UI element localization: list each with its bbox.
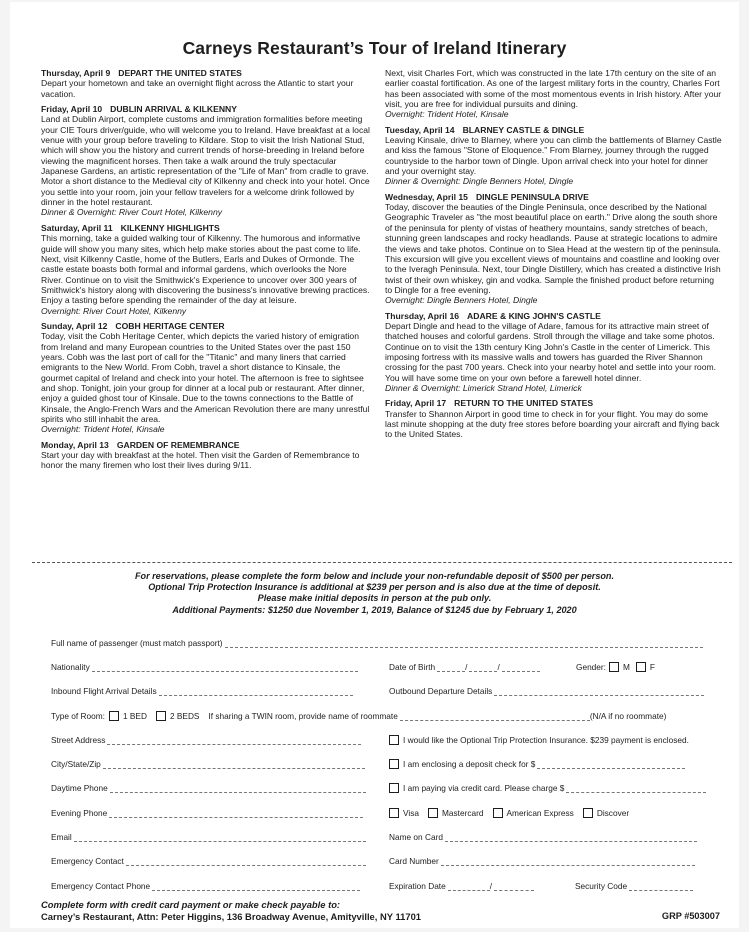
notice-line: Additional Payments: $1250 due November 1, 2019, Balance of $1245 due by February 1, 2020 <box>172 604 577 615</box>
form-row-street <box>41 735 721 749</box>
group-number: GRP #503007 <box>661 911 720 921</box>
security-code-label: Security Code <box>575 881 628 891</box>
security-code-input[interactable] <box>629 881 693 891</box>
mastercard-label: Mastercard <box>442 808 484 818</box>
gender-f-label: F <box>649 662 655 672</box>
visa-checkbox[interactable] <box>389 808 399 818</box>
emergency-phone-label: Emergency Contact Phone <box>51 881 151 891</box>
deposit-amount-input[interactable] <box>537 759 685 769</box>
day-date: Saturday, April 11 <box>41 222 113 233</box>
day-title: DINGLE PENINSULA DRIVE <box>475 191 589 202</box>
day-description: Today, discover the beauties of the Dingle Peninsula, once described by the National Geographic Traveler as "the most beautiful place on earth." Drive along the south shore of the peninsula for plenty of vistas of heathery mountains, sandy stretches of beach, stunning green landscapes and rocky headlands. Pause at strategic locations to admire the views and take photos. Continue on to Slea Head at the western tip of the peninsula. This excursion will give you excellent views of mountains and coastline and looking over to the Iveragh Peninsula. Next, tour Dingle Distillery, which has created a distinctive Irish twist of their own whiskey, gin and vodka. Sample the finished product before returning to Dingle for a free evening. <box>385 202 721 295</box>
notice-line: For reservations, please complete the form below and include your non-refundable deposit of $500 per person. <box>134 571 615 581</box>
day-date: Sunday, April 12 <box>41 320 108 331</box>
expiration-year-input[interactable] <box>494 881 534 891</box>
credit-card-label: I am paying via credit card. Please charge $ <box>403 783 565 793</box>
payment-instructions-line: Complete form with credit card payment or make check payable to: <box>41 899 341 910</box>
email-label: Email <box>51 832 72 842</box>
roommate-input[interactable] <box>400 711 590 721</box>
day-phone-input[interactable] <box>110 783 366 793</box>
day-accommodation: Overnight: Trident Hotel, Kinsale <box>41 424 165 435</box>
dob-day-input[interactable] <box>469 662 500 672</box>
na-note: (N/A if no roommate) <box>589 711 667 721</box>
day-accommodation: Dinner & Overnight: Dingle Benners Hotel, Dingle <box>385 176 574 187</box>
notice-line: Please make initial deposits in person at the pub only. <box>257 593 492 604</box>
discover-checkbox[interactable] <box>583 808 593 818</box>
day-description: Land at Dublin Airport, complete customs and immigration formalities before meeting your CIE Tours driver/guide, who will welcome you to Ireland. Have breakfast at a local venue with your group before traveling to Kildare. Stop to visit the Irish National Stud, which will show you the history and current trends of horse-breeding in Ireland before viewing the magnificent horses. Then take a walk around the truly spectacular Japanese Gardens, an artistic representation of the "Life of Man" from cradle to grave. Motor a short distance to the Medieval city of Kilkenny and check into your hotel. Once you settle into your room, join your fellow travelers for a welcome drink followed by dinner in the hotel restaurant. <box>41 114 370 208</box>
day-entry <box>41 104 371 218</box>
form-row-nationality <box>41 662 721 676</box>
day-entry <box>385 68 723 120</box>
room-2beds-checkbox[interactable] <box>156 711 166 721</box>
dob-separator: / <box>497 662 500 672</box>
city-input[interactable] <box>103 759 365 769</box>
outbound-flight-input[interactable] <box>494 686 704 696</box>
emergency-phone-input[interactable] <box>152 881 360 891</box>
day-phone-label: Daytime Phone <box>51 783 108 793</box>
form-row-eve-phone <box>41 808 721 822</box>
day-description: Today, visit the Cobh Heritage Center, which depicts the varied history of emigration from Ireland and many European countries to the United States over the past 150 years. Cobh was the last port of call for the "Titanic" and many liners that carried emigrants to the New World. From Cobh, travel a short distance to Kinsale, the gourmet capital of Ireland and check into your hotel. The afternoon is free to sightsee and shop. Tonight, join your group for dinner at a local pub or restaurant. After dinner, enjoy a guided ghost tour of Kinsale. Due to the towns connections to the Battle of Kinsale, the Anglo-French Wars and the American Revolution there are many unrestful spirits who still inhabit the area. <box>41 331 370 424</box>
discover-label: Discover <box>596 808 630 818</box>
charge-amount-input[interactable] <box>566 783 706 793</box>
day-date: Monday, April 13 <box>41 439 109 450</box>
amex-label: American Express <box>506 808 574 818</box>
street-label: Street Address <box>51 735 106 745</box>
expiration-separator: / <box>489 881 493 891</box>
mailing-address: Carney’s Restaurant, Attn: Peter Higgins, 136 Broadway Avenue, Amityville, NY 11701 <box>41 911 421 922</box>
day-title: DUBLIN ARRIVAL & KILKENNY <box>110 104 237 115</box>
deposit-check-label: I am enclosing a deposit check for $ <box>403 759 536 769</box>
itinerary-page <box>10 2 739 928</box>
gender-f-checkbox[interactable] <box>636 662 646 672</box>
itinerary-right-column <box>385 68 723 445</box>
name-on-card-label: Name on Card <box>389 832 443 842</box>
credit-card-checkbox[interactable] <box>389 783 399 793</box>
day-heading <box>385 192 723 202</box>
twin-roommate-label: If sharing a TWIN room, provide name of roommate <box>208 711 398 721</box>
deposit-check-checkbox[interactable] <box>389 759 399 769</box>
expiration-month-input[interactable] <box>448 881 493 891</box>
street-input[interactable] <box>107 735 361 745</box>
day-heading <box>41 68 371 78</box>
day-heading <box>41 321 371 331</box>
day-title: BLARNEY CASTLE & DINGLE <box>462 124 585 135</box>
mastercard-checkbox[interactable] <box>428 808 438 818</box>
day-description: Leaving Kinsale, drive to Blarney, where you can climb the battlements of Blarney Castle and kiss the famous "Stone of Eloquence." From Blarney, journey through the rugged countryside to the harbor town of Dingle. Upon arrival check into your hotel for dinner and your overnight stay. <box>385 135 722 177</box>
emergency-contact-label: Emergency Contact <box>51 856 124 866</box>
card-number-input[interactable] <box>441 856 695 866</box>
day-description: Depart your hometown and take an overnight flight across the Atlantic to start your vacation. <box>41 78 354 99</box>
day-accommodation: Dinner & Overnight: Limerick Strand Hotel, Limerick <box>385 382 582 393</box>
day-title: ADARE & KING JOHN'S CASTLE <box>467 310 601 321</box>
inbound-flight-label: Inbound Flight Arrival Details <box>51 686 157 696</box>
card-number-label: Card Number <box>389 856 439 866</box>
day-date: Thursday, April 9 <box>41 68 111 78</box>
itinerary-left-column <box>41 68 371 476</box>
room-1bed-checkbox[interactable] <box>109 711 119 721</box>
email-input[interactable] <box>74 832 366 842</box>
amex-checkbox[interactable] <box>493 808 503 818</box>
insurance-checkbox[interactable] <box>389 735 399 745</box>
day-accommodation: Overnight: Trident Hotel, Kinsale <box>385 109 509 120</box>
name-on-card-input[interactable] <box>445 832 697 842</box>
reservation-notice <box>10 571 739 616</box>
form-row-city <box>41 759 721 773</box>
day-accommodation: Overnight: Dingle Benners Hotel, Dingle <box>385 295 538 306</box>
day-entry <box>41 321 371 435</box>
form-row-name <box>41 638 721 652</box>
gender-m-label: M <box>622 662 630 672</box>
outbound-flight-label: Outbound Departure Details <box>389 686 493 696</box>
day-entry <box>41 440 371 471</box>
day-heading <box>41 104 371 114</box>
day-entry <box>41 223 371 316</box>
day-entry <box>385 398 723 439</box>
day-date: Thursday, April 16 <box>385 310 460 321</box>
insurance-label: I would like the Optional Trip Protection Insurance. $239 payment is enclosed. <box>403 735 689 745</box>
form-row-emergency-phone <box>41 881 721 895</box>
full-name-label: Full name of passenger (must match passport) <box>51 638 223 648</box>
expiration-label: Expiration Date <box>389 881 446 891</box>
payment-instructions <box>41 899 421 923</box>
day-description: Transfer to Shannon Airport in good time to check in for your flight. You may do some last minute shopping at the duty free stores before boarding your aircraft and flying back to the United States. <box>385 408 720 440</box>
evening-phone-input[interactable] <box>109 808 363 818</box>
emergency-contact-input[interactable] <box>126 856 366 866</box>
room-2beds-label: 2 BEDS <box>169 711 200 721</box>
notice-line: Optional Trip Protection Insurance is additional at $239 per person and is also due at the time of deposit. <box>148 582 601 593</box>
day-description: Next, visit Charles Fort, which was constructed in the late 17th century on the site of an earlier coastal fortification. As one of the largest military forts in the country, Charles Fort has been associated with some of the most momentous events in Irish history. After your visit, you are free for individual pursuits and dining. <box>385 68 722 110</box>
inbound-flight-input[interactable] <box>159 686 353 696</box>
day-entry <box>385 125 723 187</box>
gender-m-checkbox[interactable] <box>609 662 619 672</box>
dob-separator: / <box>465 662 468 672</box>
day-entry <box>41 68 371 99</box>
day-entry <box>385 192 723 306</box>
day-accommodation: Dinner & Overnight: River Court Hotel, Kilkenny <box>41 207 223 218</box>
form-row-email <box>41 832 721 846</box>
nationality-label: Nationality <box>51 662 90 672</box>
day-date: Wednesday, April 15 <box>385 191 468 202</box>
day-heading <box>385 398 723 408</box>
day-date: Friday, April 17 <box>385 398 447 409</box>
full-name-input[interactable] <box>225 638 703 648</box>
form-row-emergency <box>41 856 721 870</box>
day-heading <box>41 223 371 233</box>
city-label: City/State/Zip <box>51 759 101 769</box>
day-title: COBH HERITAGE CENTER <box>115 320 225 331</box>
form-row-day-phone <box>41 783 721 797</box>
day-date: Tuesday, April 14 <box>385 124 455 135</box>
day-title: GARDEN OF REMEMBRANCE <box>116 439 240 450</box>
day-entry <box>385 311 723 394</box>
room-1bed-label: 1 BED <box>122 711 147 721</box>
day-heading <box>385 311 723 321</box>
cut-line-divider <box>32 562 732 563</box>
page-title: Carneys Restaurant’s Tour of Ireland Itinerary <box>182 38 567 58</box>
form-row-flights <box>41 686 721 700</box>
dob-year-input[interactable] <box>502 662 540 672</box>
evening-phone-label: Evening Phone <box>51 808 108 818</box>
dob-label: Date of Birth <box>389 662 436 672</box>
day-heading <box>385 125 723 135</box>
day-title: DEPART THE UNITED STATES <box>118 68 242 78</box>
day-description: Start your day with breakfast at the hotel. Then visit the Garden of Remembrance to honor the many firemen who lost their lives during 9/11. <box>41 450 360 471</box>
day-accommodation: Overnight: River Court Hotel, Kilkenny <box>41 305 187 316</box>
day-date: Friday, April 10 <box>41 104 103 115</box>
day-title: RETURN TO THE UNITED STATES <box>454 398 594 409</box>
gender-label: Gender: <box>576 662 606 672</box>
form-row-room <box>41 711 721 725</box>
nationality-input[interactable] <box>92 662 358 672</box>
day-description: Depart Dingle and head to the village of Adare, famous for its attractive main street of thatched houses and colorful gardens. Stroll through the village and take some photos. Continue on to visit the 13th century King John's Castle in the center of Limerick. This imposing fortress with its massive walls and towers has guarded the River Shannon crossing for the past 700 years. Check into your nearby hotel and settle into your room. You will have some time on your own before a farewell hotel dinner. <box>385 320 717 383</box>
day-heading <box>41 440 371 450</box>
day-title: KILKENNY HIGHLIGHTS <box>120 222 220 233</box>
room-type-label: Type of Room: <box>51 711 105 721</box>
dob-month-input[interactable] <box>437 662 468 672</box>
visa-label: Visa <box>403 808 419 818</box>
day-description: This morning, take a guided walking tour of Kilkenny. The humorous and informative guide will show you many sites, which help make stories about the past come to life. Next, visit Kilkenny Castle, home of the Butlers, Earls and Dukes of Ormonde. The castle estate boasts both formal and informal gardens, which overlooks the Nore River. Continue on to visit the Smithwick's Experience to uncover over 300 years of Smithwick's history along with discovering the business's innovative brewing practices. Enjoy a tasting before spending the remainder of the day at leisure. <box>41 233 370 306</box>
